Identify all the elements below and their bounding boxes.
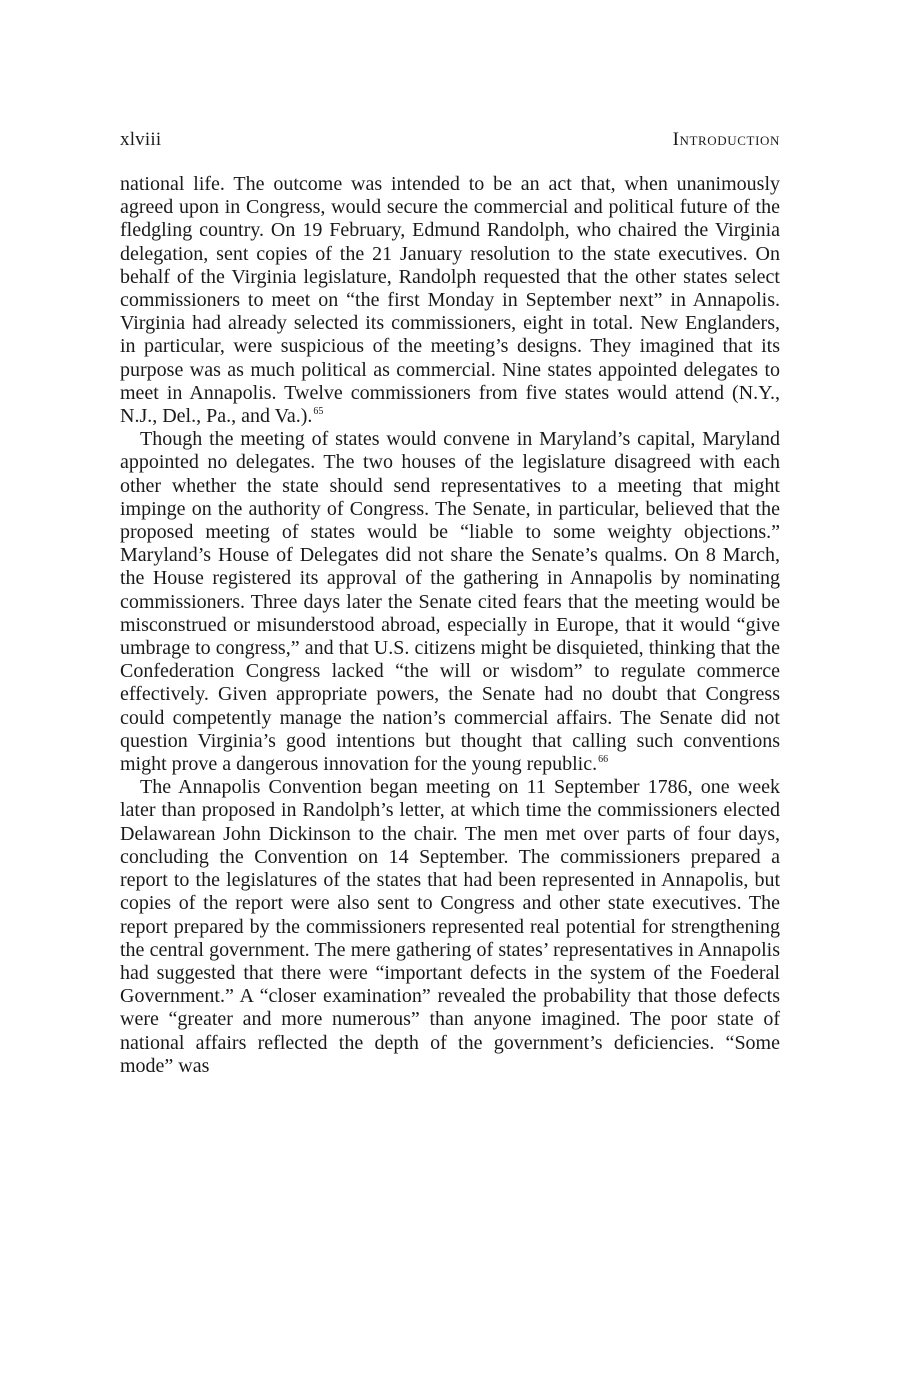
- book-page: [120, 128, 780, 1078]
- body-text: [120, 173, 780, 1078]
- footnote-ref-66[interactable]: 66: [598, 754, 609, 766]
- paragraph-1-text: national life. The outcome was intended to be an act that, when unanimously agreed upon in Congress, would secure the commercial and political future of the fledgling country. On 19 February, Edmund Randolph, who chaired the Virginia delegation, sent copies of the 21 January resolution to the state executives. On behalf of the Virginia legislature, Randolph requested that the other states select commissioners to meet on “the first Monday in September next” in Annapolis. Virginia had already selected its commissioners, eight in total. New Englanders, in particular, were suspicious of the meeting’s designs. They imagined that its purpose was as much political as commercial. Nine states appointed delegates to meet in Annapolis. Twelve commissioners from five states would attend (N.Y., N.J., Del., Pa., and Va.).: [120, 173, 780, 428]
- paragraph-3-text: The Annapolis Convention began meeting on 11 September 1786, one week later than proposed in Randolph’s letter, at which time the commissioners elected Delawarean John Dickinson to the chair. The men met over parts of four days, concluding the Convention on 14 September. The commissioners prepared a report to the legislatures of the states that had been represented in Annapolis, but copies of the report were also sent to Congress and other state executives. The report prepared by the commissioners represented real potential for strengthening the central government. The mere gathering of states’ representatives in Annapolis had suggested that there were “important defects in the system of the Foederal Government.” A “closer examination” revealed the probability that those defects were “greater and more numerous” than anyone imagined. The poor state of national affairs reflected the depth of the government’s deficiencies. “Some mode” was: [120, 776, 780, 1077]
- paragraph-3: [120, 776, 780, 1078]
- section-title: Introduction: [672, 129, 780, 150]
- paragraph-2: [120, 428, 780, 776]
- paragraph-2-text: Though the meeting of states would convene in Maryland’s capital, Maryland appointed no delegates. The two houses of the legislature disagreed with each other whether the state should send representatives to a meeting that might impinge on the authority of Congress. The Senate, in particular, believed that the proposed meeting of states would be “liable to some weighty objections.” Maryland’s House of Delegates did not share the Senate’s qualms. On 8 March, the House registered its approval of the gathering in Annapolis by nominating commissioners. Three days later the Senate cited fears that the meeting would be misconstrued or misunderstood abroad, especially in Europe, that it would “give umbrage to congress,” and that U.S. citizens might be disquieted, thinking that the Confederation Congress lacked “the will or wisdom” to regulate commerce effectively. Given appropriate powers, the Senate had no doubt that Congress could competently manage the nation’s commercial affairs. The Senate did not question Virginia’s good intentions but thought that calling such conventions might prove a dangerous innovation for the young republic.: [120, 428, 780, 776]
- paragraph-1: [120, 173, 780, 428]
- page-number: xlviii: [120, 129, 162, 150]
- footnote-ref-65[interactable]: 65: [313, 406, 324, 418]
- running-head: [120, 128, 780, 152]
